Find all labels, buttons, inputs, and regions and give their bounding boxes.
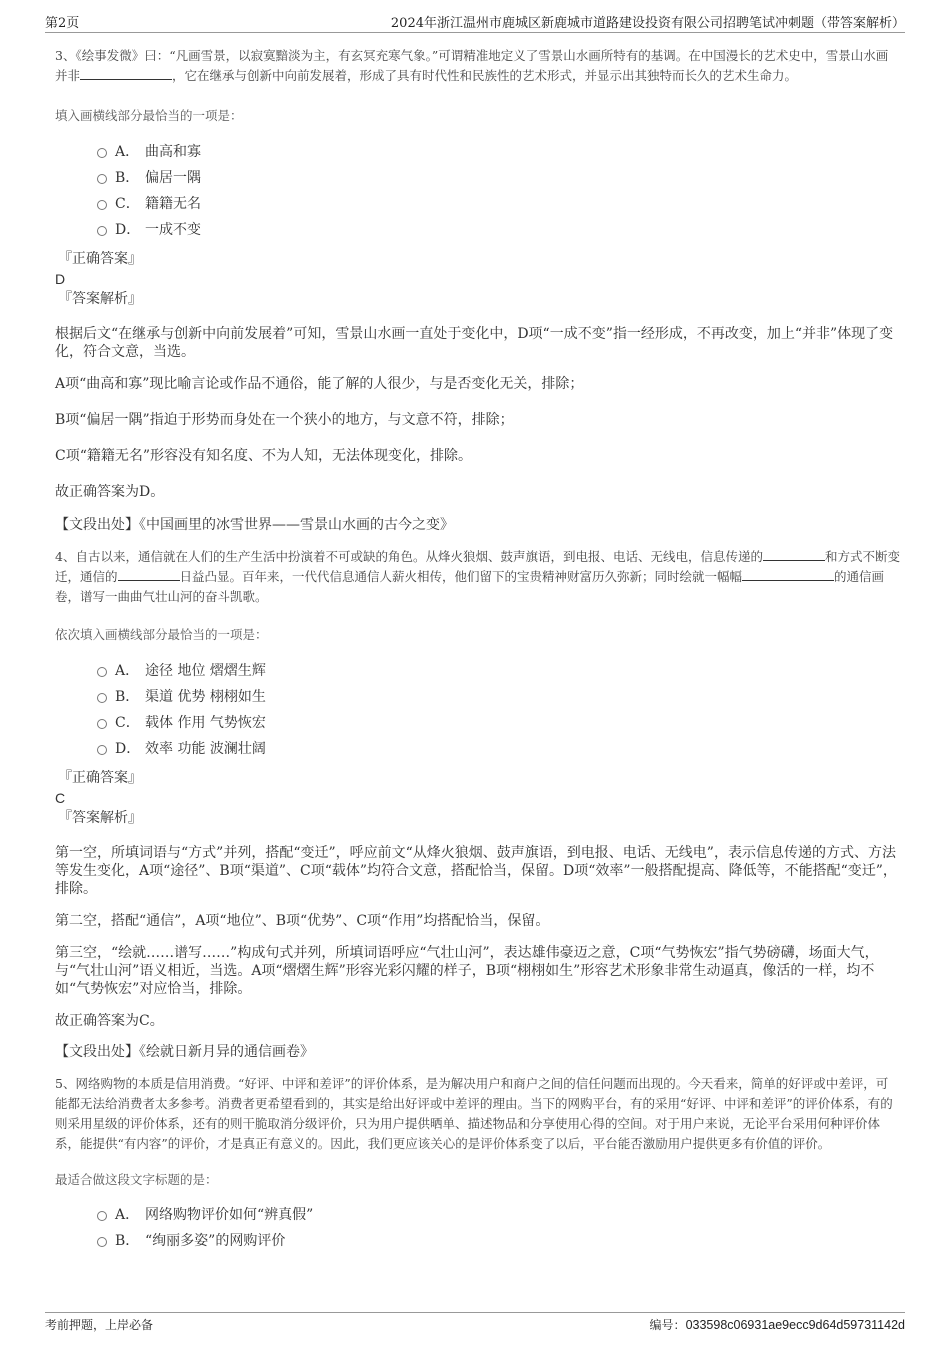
radio-button[interactable] <box>97 174 107 184</box>
question-4-options <box>55 658 900 762</box>
radio-button[interactable] <box>97 1211 107 1221</box>
option-d[interactable]: D． 效率 功能 波澜壮阔 <box>55 736 900 762</box>
fill-blank <box>118 568 180 581</box>
radio-button[interactable] <box>97 719 107 729</box>
option-c[interactable]: C． 籍籍无名 <box>55 191 900 217</box>
correct-answer: C <box>55 790 66 806</box>
question-3-options <box>55 139 900 243</box>
option-b[interactable]: B． “绚丽多姿”的网购评价 <box>55 1228 900 1254</box>
source-citation: 【文段出处】《中国画里的冰雪世界——雪景山水画的古今之变》 <box>55 517 454 533</box>
radio-button[interactable] <box>97 667 107 677</box>
analysis-paragraph: C项“籍籍无名”形容没有知名度、不为人知，无法体现变化，排除。 <box>55 448 473 464</box>
analysis-paragraph: B项“偏居一隅”指迫于形势而身处在一个狭小的地方，与文意不符，排除； <box>55 412 514 428</box>
source-citation: 【文段出处】《绘就日新月异的通信画卷》 <box>55 1044 314 1060</box>
correct-answer-label: 『正确答案』 <box>58 251 142 267</box>
fill-blank <box>763 548 825 561</box>
page-header <box>45 10 905 33</box>
question-5 <box>55 1074 900 1254</box>
radio-button[interactable] <box>97 745 107 755</box>
document-content <box>55 36 900 1254</box>
radio-button[interactable] <box>97 148 107 158</box>
option-b[interactable]: B． 渠道 优势 栩栩如生 <box>55 684 900 710</box>
radio-button[interactable] <box>97 693 107 703</box>
analysis-paragraph: A项“曲高和寡”现比喻言论或作品不通俗，能了解的人很少，与是否变化无关，排除； <box>55 376 584 392</box>
option-a[interactable]: A． 途径 地位 熠熠生辉 <box>55 658 900 684</box>
analysis-label: 『答案解析』 <box>58 810 142 826</box>
option-c[interactable]: C． 载体 作用 气势恢宏 <box>55 710 900 736</box>
analysis-paragraph: 根据后文“在继承与创新中向前发展着”可知，雪景山水画一直处于变化中，D项“一成不变”指一经形成，不再改变，加上“并非”体现了变化，符合文意，当选。 <box>55 326 894 360</box>
radio-button[interactable] <box>97 200 107 210</box>
page-number: 第2页 <box>45 16 80 31</box>
question-5-options <box>55 1202 900 1254</box>
question-3 <box>55 46 900 535</box>
fill-blank <box>80 67 172 80</box>
question-4 <box>55 547 900 1062</box>
analysis-paragraph: 第一空，所填词语与“方式”并列，搭配“变迁”，呼应前文“从烽火狼烟、鼓声旗语，到电报、电话、无线电”，表示信息传递的方式、方法等发生变化，A项“途径”、B项“渠道”、C项“载体”均符合文意，搭配恰当，保留。D项“效率”一般搭配提高、降低等，不能搭配“变迁”，排除。 <box>55 845 897 897</box>
question-5-stem: 5、网络购物的本质是信用消费。“好评、中评和差评”的评价体系，是为解决用户和商户之间的信任问题而出现的。今天看来，简单的好评或中差评，可能都无法给消费者太多参考。消费者更希望看到的，其实是给出好评或中差评的理由。当下的网购平台，有的采用“好评、中评和差评”的评价体系，有的则采用星级的评价体系，还有的则干脆取消分级评价，只为用户提供晒单、描述物品和分享使用心得的空间。对于用户来说，无论平台采用何种评价体系，能提供“有内容”的评价，才是真正有意义的。因此，我们更应该关心的是评价体系变了以后，平台能否激励用户提供更多有价值的评价。 <box>55 1076 893 1151</box>
analysis-paragraph: 故正确答案为D。 <box>55 484 165 500</box>
analysis-label: 『答案解析』 <box>58 291 142 307</box>
page-footer <box>45 1312 905 1343</box>
footer-slogan: 考前押题，上岸必备 <box>45 1318 154 1332</box>
correct-answer-label: 『正确答案』 <box>58 770 142 786</box>
question-4-prompt: 依次填入画横线部分最恰当的一项是： <box>55 627 268 642</box>
option-a[interactable]: A． 网络购物评价如何“辨真假” <box>55 1202 900 1228</box>
radio-button[interactable] <box>97 1237 107 1247</box>
question-3-stem: 3、《绘事发微》曰：“凡画雪景，以寂寞黯淡为主，有玄冥充寒气象。”可谓精准地定义了雪景山水画所特有的基调。在中国漫长的艺术史中，雪景山水画并非 ，它在继承与创新中向前发展着，形成了具有时代性和民族性的艺术形式，并显示出其独特而长久的艺术生命力。 <box>55 48 889 83</box>
fill-blank <box>742 568 834 581</box>
analysis-paragraph: 第三空，“绘就……谱写……”构成句式并列，所填词语呼应“气壮山河”，表达雄伟豪迈之意，C项“气势恢宏”指气势磅礴，场面大气，与“气壮山河”语义相近，当选。A项“熠熠生辉”形容光彩闪耀的样子，B项“栩栩如生”形容艺术形象非常生动逼真，像活的一样，均不如“气势恢宏”对应恰当，排除。 <box>55 945 879 997</box>
option-d[interactable]: D． 一成不变 <box>55 217 900 243</box>
analysis-paragraph: 第二空，搭配“通信”，A项“地位”、B项“优势”、C项“作用”均搭配恰当，保留。 <box>55 913 550 929</box>
analysis-paragraph: 故正确答案为C。 <box>55 1013 164 1029</box>
question-5-prompt: 最适合做这段文字标题的是： <box>55 1172 218 1187</box>
document-title: 2024年浙江温州市鹿城区新鹿城市道路建设投资有限公司招聘笔试冲刺题（带答案解析） <box>390 16 905 31</box>
document-code: 编号：033598c06931ae9ecc9d64d59731142d <box>649 1318 905 1332</box>
correct-answer: D <box>55 271 66 287</box>
question-3-prompt: 填入画横线部分最恰当的一项是： <box>55 108 243 123</box>
option-a[interactable]: A． 曲高和寡 <box>55 139 900 165</box>
question-4-stem: 4、自古以来，通信就在人们的生产生活中扮演着不可或缺的角色。从烽火狼烟、鼓声旗语，到电报、电话、无线电，信息传递的 和方式不断变迁，通信的 日益凸显。百年来，一代代信息通信人薪火相传，他们留下的宝贵精神财富历久弥新；同时绘就一幅幅 的通信画卷，谱写一曲曲气壮山河的奋斗凯歌。 <box>55 549 900 604</box>
option-b[interactable]: B． 偏居一隅 <box>55 165 900 191</box>
radio-button[interactable] <box>97 226 107 236</box>
